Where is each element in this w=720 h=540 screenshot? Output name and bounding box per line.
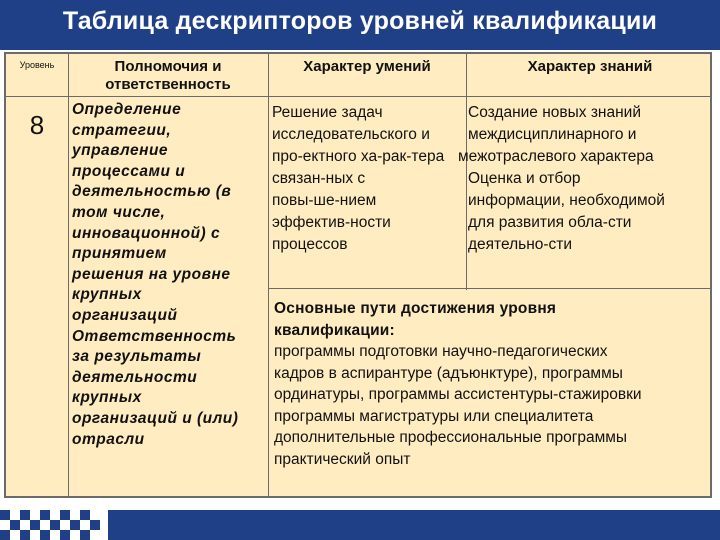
paths-cell: [274, 298, 712, 470]
skills-cell: [272, 102, 468, 256]
paths-line: дополнительные профессиональные программы: [274, 429, 628, 446]
knowledge-line: Оценка и отбор: [468, 170, 581, 187]
knowledge-line: межотраслевого характера: [458, 148, 654, 165]
knowledge-cell: [458, 102, 714, 256]
authority-line: процессами и: [72, 162, 186, 180]
authority-line: принятием: [72, 245, 167, 263]
authority-line: Ответственность: [72, 327, 237, 345]
skills-line: Решение задач: [272, 104, 383, 121]
authority-line: управление: [72, 142, 169, 160]
skills-line: исследовательского и: [272, 126, 430, 143]
authority-line: организаций: [72, 306, 178, 324]
authority-line: Определение: [72, 101, 182, 118]
authority-line: стратегии,: [72, 121, 172, 139]
skills-line: процессов: [272, 236, 348, 253]
paths-title: квалификации:: [274, 321, 395, 339]
column-divider-2: [268, 54, 269, 496]
paths-line: программы подготовки научно-педагогических: [274, 343, 608, 360]
authority-line: организаций и (или): [72, 409, 239, 427]
skills-line: про-ектного ха-рак-тера: [272, 148, 445, 165]
paths-title: Основные пути достижения уровня: [274, 300, 557, 317]
header-level: Уровень: [19, 60, 55, 70]
header-authority-line2: ответственность: [105, 76, 231, 93]
authority-line: крупных: [72, 389, 142, 407]
knowledge-line: Создание новых знаний: [468, 104, 641, 121]
authority-line: том числе,: [72, 203, 166, 221]
skills-line: повы-ше-нием: [272, 192, 377, 209]
authority-line: крупных: [72, 286, 142, 304]
paths-divider: [268, 288, 710, 289]
paths-line: кадров в аспирантуре (адъюнктуре), программы: [274, 364, 623, 382]
authority-line: отрасли: [72, 430, 145, 448]
knowledge-line: деятельно-сти: [468, 236, 573, 253]
knowledge-line: междисциплинарного и: [468, 126, 637, 143]
header-skills: Характер умений: [303, 58, 431, 75]
authority-line: инновационной) с: [72, 224, 221, 242]
descriptor-table: [4, 52, 712, 498]
authority-line: решения на уровне: [72, 265, 231, 283]
knowledge-line: информации, необходимой: [468, 192, 665, 209]
authority-line: за результаты: [72, 348, 202, 366]
paths-line: программы магистратуры или специалитета: [274, 407, 594, 425]
knowledge-line: для развития обла-сти: [468, 214, 632, 231]
skills-line: эффектив-ности: [272, 214, 391, 231]
page-title: Таблица дескрипторов уровней квалификации: [62, 7, 658, 35]
skills-line: связан-ных с: [272, 170, 366, 187]
authority-line: деятельностью (в: [72, 183, 232, 201]
footer-bar: [108, 510, 720, 540]
paths-line: ординатуры, программы ассистентуры-стажировки: [274, 386, 642, 403]
authority-cell: [72, 100, 266, 450]
header-authority: [70, 58, 266, 94]
authority-line: деятельности: [72, 368, 198, 386]
column-divider-1: [68, 54, 69, 496]
level-value: 8: [29, 110, 45, 140]
header-knowledge: Характер знаний: [527, 58, 653, 75]
header-authority-line1: Полномочия и: [114, 58, 222, 75]
paths-line: практический опыт: [274, 450, 411, 468]
header-row-divider: [6, 96, 710, 97]
